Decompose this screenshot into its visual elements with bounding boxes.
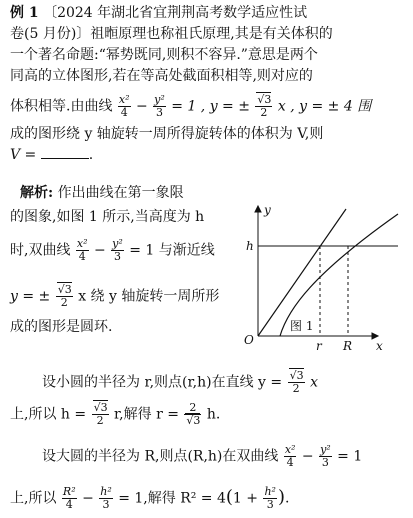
solution-line-1: 解析: 作出曲线在第一象限 [20, 185, 184, 201]
example-line-4: 同高的立体图形,若在等高处截面积相等,则对应的 [10, 68, 313, 84]
solution-p2-line-1: 设小圆的半径为 r,则点(r,h)在直线 y = $\frac{√3}{2}$ x [42, 369, 318, 395]
solution-p3-line-2: 上,所以 $\frac{\text{R²}}{4}$ − $\frac{\text{h²}}{3}$ = 1,解得 R² = 4(1 + $\frac{\text{h²}}{3}$ ). [10, 485, 290, 511]
figure-hyperbola-asymptote [238, 204, 408, 354]
label-R: R [343, 339, 353, 353]
solution-line-5: 成的图形是圆环. [10, 319, 113, 335]
example-line-3: 一个著名命题:“幂势既同,则积不容异.”意思是两个 [10, 47, 318, 63]
example-line-7: V = . [10, 147, 94, 163]
solution-line-2: 的图象,如图 1 所示,当高度为 h [10, 209, 205, 225]
label-h: h [246, 239, 254, 253]
fraction-y2-over-3: $\frac{\text{y²}}{3}$ [154, 93, 165, 119]
label-x: x [376, 339, 383, 353]
label-r: r [316, 339, 322, 353]
solution-p2-line-2: 上,所以 h = $\frac{√3}{2}$ r,解得 r = $\frac{2}{√3}$ h. [10, 401, 221, 427]
fraction-sqrt3-over-2: $\frac{√3}{2}$ [257, 93, 272, 119]
answer-blank [41, 146, 89, 159]
solution-line-4: y = ± $\frac{√3}{2}$ x 绕 y 轴旋转一周所形 [10, 283, 220, 309]
example-line-2: 卷(5 月份)〕祖暅原理也称祖氏原理,其是有关体积的 [10, 26, 333, 42]
example-label: 例 1 [10, 5, 39, 21]
solution-p3-line-1: 设大圆的半径为 R,则点(R,h)在双曲线 $\frac{\text{x²}}{4}$ − $\frac{\text{y²}}{3}$ = 1 [42, 443, 363, 469]
example-line-6: 成的图形绕 y 轴旋转一周所得旋转体的体积为 V,则 [10, 126, 324, 142]
label-y: y [264, 204, 271, 217]
example-source: 〔2024 年湖北省宜荆荆高考数学适应性试 [43, 5, 308, 21]
example-line-5: 体积相等.由曲线 $\frac{\text{x²}}{4}$ − $\frac{\text{y²}}{3}$ = 1 , y = ± $\frac{√3}{2}$ x , y = ± 4 围 [10, 93, 372, 119]
y-axis-arrow [255, 206, 261, 212]
example-line-1 [10, 4, 307, 22]
solution-label: 解析: [20, 185, 54, 201]
label-O: O [244, 333, 254, 347]
solution-line-3: 时,双曲线 $\frac{\text{x²}}{4}$ − $\frac{\text{y²}}{3}$ = 1 与渐近线 [10, 237, 215, 263]
figure-caption: 图 1 [290, 319, 314, 333]
fraction-x2-over-4: $\frac{\text{x²}}{4}$ [118, 93, 130, 119]
